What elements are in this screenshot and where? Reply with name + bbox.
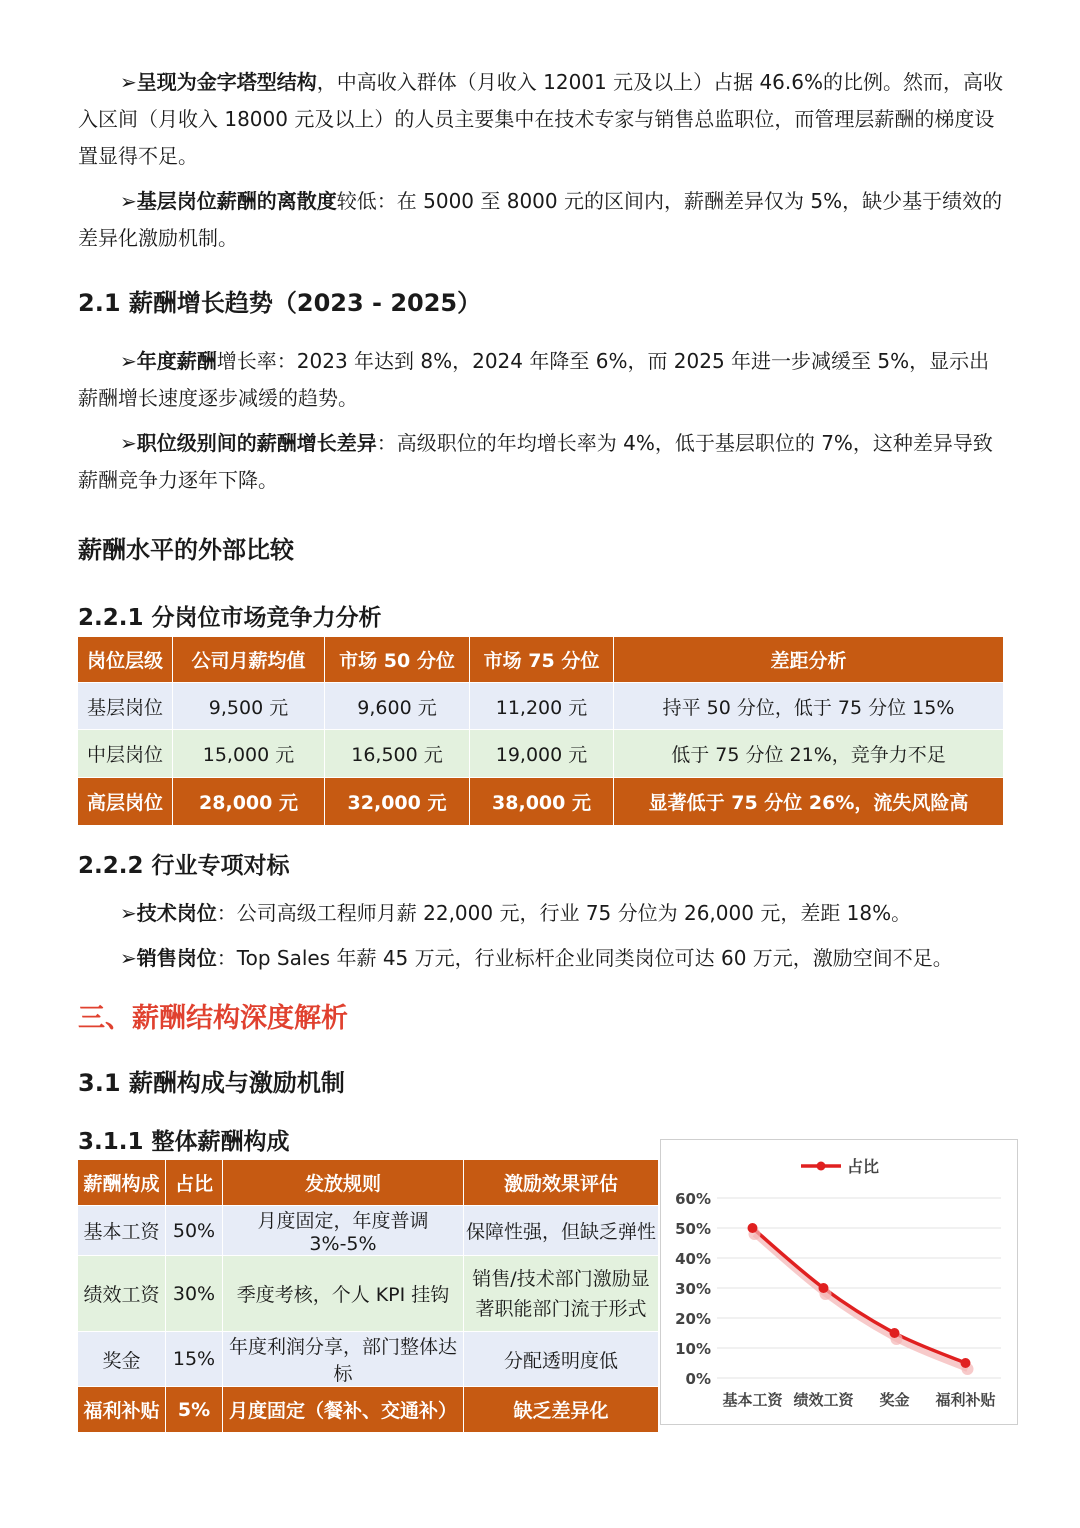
table-cell: 保障性强，但缺乏弹性 bbox=[464, 1206, 659, 1256]
table-row bbox=[78, 1206, 659, 1256]
table-cell: 月度固定（餐补、交通补） bbox=[223, 1387, 464, 1433]
composition-chart bbox=[660, 1139, 1018, 1425]
paragraph-dispersion bbox=[78, 183, 1004, 257]
paragraph-annual-growth bbox=[78, 343, 1004, 417]
paragraph-sales-benchmark bbox=[78, 940, 1004, 977]
section-heading-2-2-2: 2.2.2 行业专项对标 bbox=[78, 853, 290, 879]
table-cell: 11,200 元 bbox=[470, 683, 614, 730]
table-cell: 绩效工资 bbox=[78, 1256, 166, 1332]
table-header: 公司月薪均值 bbox=[173, 637, 325, 683]
chapter-heading-3: 三、薪酬结构深度解析 bbox=[78, 1003, 348, 1034]
paragraph-lead: ➢呈现为金字塔型结构 bbox=[120, 70, 317, 94]
paragraph-text: 较低：在 5000 至 8000 元的区间内，薪酬差异仅为 5%，缺少基于绩效的差异化激励机制。 bbox=[78, 189, 1003, 250]
y-tick-label: 50% bbox=[675, 1220, 711, 1238]
table-cell: 基本工资 bbox=[78, 1206, 166, 1256]
table-header: 发放规则 bbox=[223, 1160, 464, 1206]
table-cell: 32,000 元 bbox=[325, 778, 470, 826]
paragraph-text: ：Top Sales 年薪 45 万元，行业标杆企业同类岗位可达 60 万元，激励空间不足。 bbox=[216, 946, 953, 970]
table-cell: 销售/技术部门激励显著职能部门流于形式 bbox=[464, 1256, 659, 1332]
series-line bbox=[753, 1228, 966, 1363]
y-tick-label: 10% bbox=[675, 1340, 711, 1358]
table-header: 占比 bbox=[166, 1160, 223, 1206]
y-tick-label: 0% bbox=[685, 1370, 711, 1388]
data-point bbox=[819, 1283, 829, 1293]
table-cell: 28,000 元 bbox=[173, 778, 325, 826]
table-cell: 5% bbox=[166, 1387, 223, 1433]
data-point bbox=[961, 1358, 971, 1368]
table-cell: 显著低于 75 分位 26%，流失风险高 bbox=[614, 778, 1004, 826]
table-row bbox=[78, 1387, 659, 1433]
table-cell: 19,000 元 bbox=[470, 730, 614, 778]
table-cell: 持平 50 分位，低于 75 分位 15% bbox=[614, 683, 1004, 730]
market-competitiveness-table bbox=[77, 636, 1004, 826]
paragraph-tech-benchmark bbox=[78, 895, 1004, 932]
x-tick-label: 福利补贴 bbox=[935, 1391, 996, 1409]
paragraph-lead: ➢技术岗位 bbox=[120, 901, 217, 925]
paragraph-lead: ➢职位级别间的薪酬增长差异 bbox=[120, 431, 377, 455]
chart-canvas bbox=[661, 1140, 1017, 1424]
table-header-row bbox=[78, 1160, 659, 1206]
table-cell: 低于 75 分位 21%，竞争力不足 bbox=[614, 730, 1004, 778]
table-cell: 分配透明度低 bbox=[464, 1332, 659, 1387]
series-line-shadow bbox=[755, 1234, 968, 1369]
paragraph-text: ：公司高级工程师月薪 22,000 元，行业 75 分位为 26,000 元，差距 18%。 bbox=[216, 901, 912, 925]
section-heading-3-1-1: 3.1.1 整体薪酬构成 bbox=[78, 1129, 290, 1155]
paragraph-lead: ➢基层岗位薪酬的离散度 bbox=[120, 189, 337, 213]
y-tick-label: 20% bbox=[675, 1310, 711, 1328]
legend-marker bbox=[817, 1162, 826, 1171]
table-cell: 基层岗位 bbox=[78, 683, 173, 730]
x-tick-label: 奖金 bbox=[879, 1391, 910, 1409]
data-point bbox=[748, 1223, 758, 1233]
table-cell: 16,500 元 bbox=[325, 730, 470, 778]
table-cell: 奖金 bbox=[78, 1332, 166, 1387]
table-cell: 50% bbox=[166, 1206, 223, 1256]
paragraph-text: 增长率：2023 年达到 8%，2024 年降至 6%，而 2025 年进一步减缓至 5%，显示出薪酬增长速度逐步减缓的趋势。 bbox=[78, 349, 990, 410]
x-tick-label: 绩效工资 bbox=[793, 1391, 854, 1409]
table-cell: 中层岗位 bbox=[78, 730, 173, 778]
table-cell: 缺乏差异化 bbox=[464, 1387, 659, 1433]
section-heading-3-1: 3.1 薪酬构成与激励机制 bbox=[78, 1069, 345, 1097]
table-cell: 福利补贴 bbox=[78, 1387, 166, 1433]
table-cell: 9,500 元 bbox=[173, 683, 325, 730]
table-cell: 年度利润分享，部门整体达标 bbox=[223, 1332, 464, 1387]
table-cell: 15,000 元 bbox=[173, 730, 325, 778]
section-heading-2-2-1: 2.2.1 分岗位市场竞争力分析 bbox=[78, 605, 382, 631]
legend-label: 占比 bbox=[847, 1157, 880, 1176]
table-header: 激励效果评估 bbox=[464, 1160, 659, 1206]
table-cell: 15% bbox=[166, 1332, 223, 1387]
paragraph-text: ：高级职位的年均增长率为 4%，低于基层职位的 7%，这种差异导致薪酬竞争力逐年下降。 bbox=[78, 431, 993, 492]
paragraph-level-growth bbox=[78, 425, 1004, 499]
table-cell: 38,000 元 bbox=[470, 778, 614, 826]
table-header: 市场 50 分位 bbox=[325, 637, 470, 683]
table-row bbox=[78, 683, 1004, 730]
y-tick-label: 40% bbox=[675, 1250, 711, 1268]
table-cell: 月度固定，年度普调 3%-5% bbox=[223, 1206, 464, 1256]
table-row bbox=[78, 1332, 659, 1387]
table-row bbox=[78, 730, 1004, 778]
section-heading-external: 薪酬水平的外部比较 bbox=[78, 536, 294, 564]
salary-composition-table bbox=[77, 1159, 659, 1433]
paragraph-lead: ➢销售岗位 bbox=[120, 946, 217, 970]
table-row bbox=[78, 1256, 659, 1332]
table-header-row bbox=[78, 637, 1004, 683]
data-point bbox=[890, 1328, 900, 1338]
table-cell: 30% bbox=[166, 1256, 223, 1332]
paragraph-text: ，中高收入群体（月收入 12001 元及以上）占据 46.6%的比例。然而，高收入区间（月收入 18000 元及以上）的人员主要集中在技术专家与销售总监职位，而管理层薪酬的梯度设置显得不足。 bbox=[78, 70, 1003, 168]
y-tick-label: 60% bbox=[675, 1190, 711, 1208]
table-cell: 9,600 元 bbox=[325, 683, 470, 730]
paragraph-pyramid bbox=[78, 64, 1004, 175]
table-header: 薪酬构成 bbox=[78, 1160, 166, 1206]
table-header: 岗位层级 bbox=[78, 637, 173, 683]
table-header: 差距分析 bbox=[614, 637, 1004, 683]
table-cell: 高层岗位 bbox=[78, 778, 173, 826]
table-row bbox=[78, 778, 1004, 826]
section-heading-2-1: 2.1 薪酬增长趋势（2023 - 2025） bbox=[78, 289, 482, 317]
x-tick-label: 基本工资 bbox=[722, 1391, 783, 1409]
table-header: 市场 75 分位 bbox=[470, 637, 614, 683]
y-tick-label: 30% bbox=[675, 1280, 711, 1298]
paragraph-lead: ➢年度薪酬 bbox=[120, 349, 217, 373]
table-cell: 季度考核，个人 KPI 挂钩 bbox=[223, 1256, 464, 1332]
